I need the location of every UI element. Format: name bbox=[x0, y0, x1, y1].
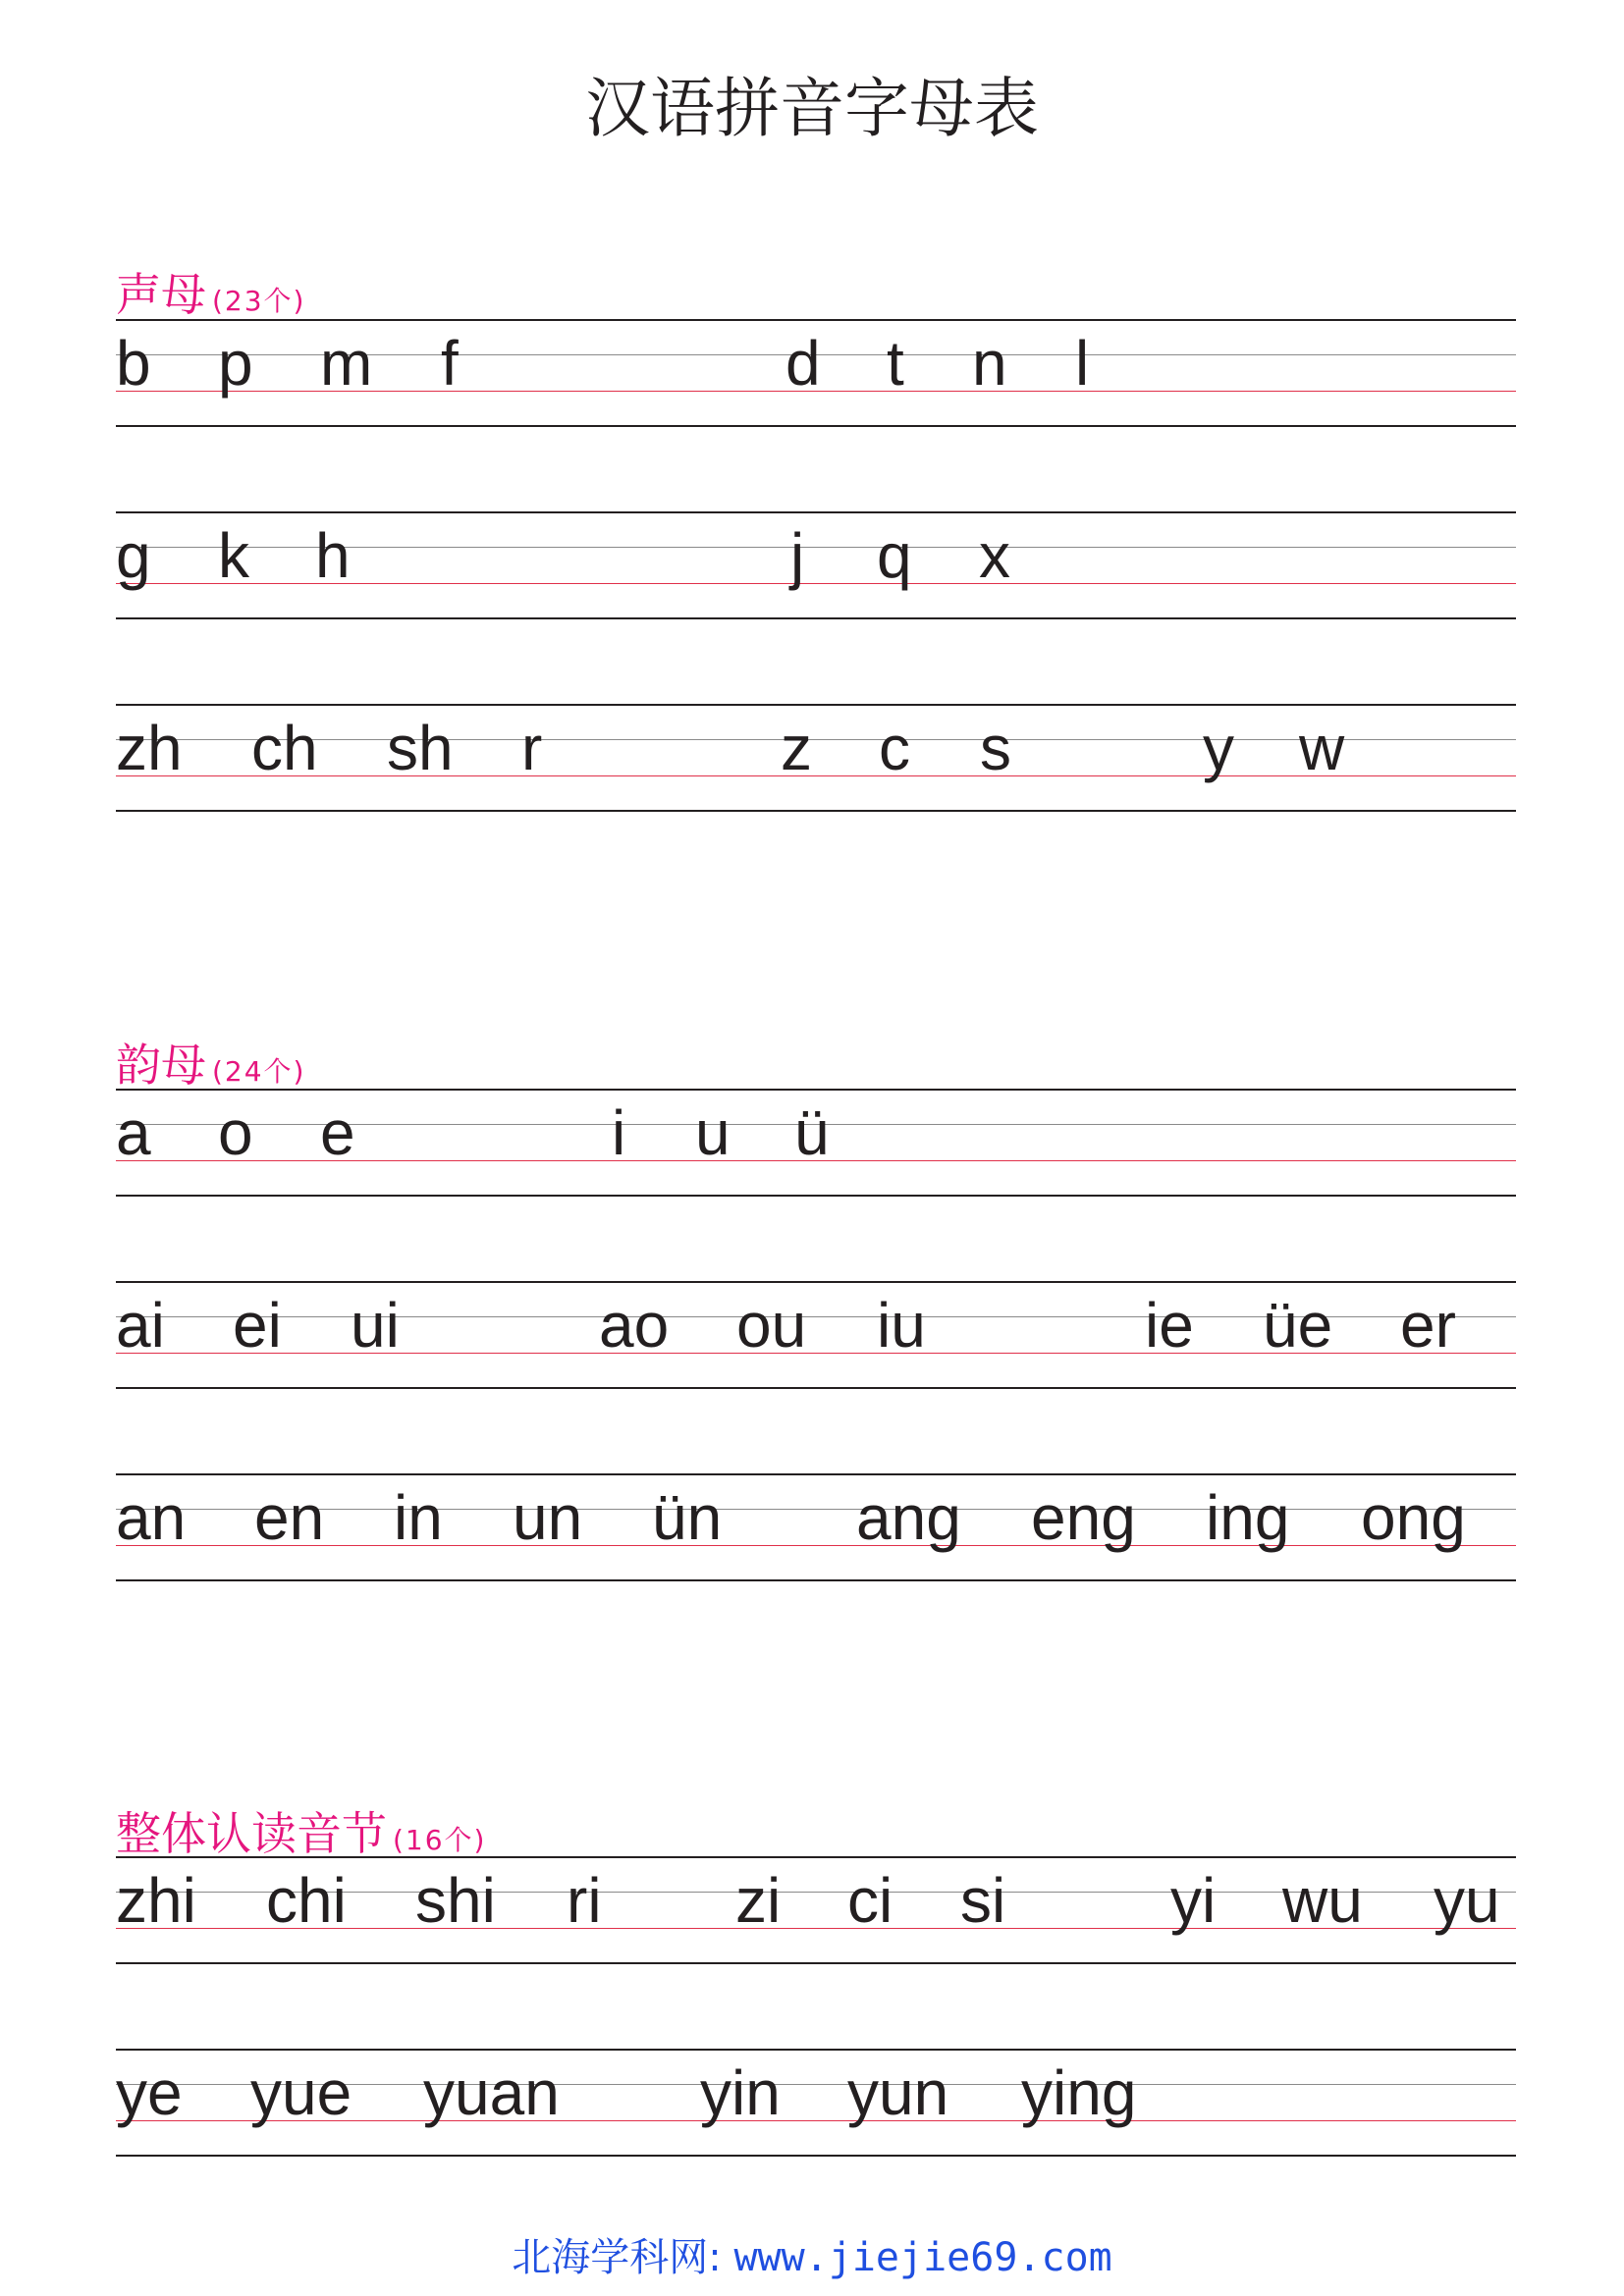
pinyin-item: p bbox=[218, 328, 253, 399]
page-title: 汉语拼音字母表 bbox=[585, 71, 1039, 146]
pinyin-item: h bbox=[315, 520, 351, 591]
row-top-line bbox=[116, 511, 1516, 513]
row-bottom-line bbox=[116, 425, 1516, 427]
section-name: 声母 bbox=[116, 268, 206, 321]
row-bottom-line bbox=[116, 1387, 1516, 1389]
section-name: 韵母 bbox=[116, 1039, 206, 1092]
section-heading-initials bbox=[116, 259, 305, 324]
pinyin-item: o bbox=[218, 1097, 253, 1168]
section-count: (16个) bbox=[393, 1824, 487, 1856]
pinyin-item: iu bbox=[877, 1290, 926, 1361]
row-top-line bbox=[116, 1856, 1516, 1858]
pinyin-item: sh bbox=[387, 713, 454, 783]
pinyin-item: en bbox=[254, 1482, 325, 1553]
pinyin-item: ci bbox=[847, 1865, 893, 1936]
pinyin-item: ing bbox=[1206, 1482, 1290, 1553]
row-top-line bbox=[116, 1473, 1516, 1475]
row-bottom-line bbox=[116, 1962, 1516, 1964]
pinyin-item: m bbox=[320, 328, 373, 399]
pinyin-item: yin bbox=[700, 2057, 781, 2128]
pinyin-item: t bbox=[887, 328, 904, 399]
section-count: (24个) bbox=[212, 1055, 306, 1088]
row-top-line bbox=[116, 319, 1516, 321]
writing-row bbox=[116, 511, 1516, 619]
pinyin-item: si bbox=[960, 1865, 1006, 1936]
pinyin-item: yuan bbox=[423, 2057, 560, 2128]
pinyin-item: z bbox=[781, 713, 812, 783]
pinyin-item: er bbox=[1400, 1290, 1456, 1361]
pinyin-item: wu bbox=[1282, 1865, 1363, 1936]
pinyin-item: ui bbox=[351, 1290, 400, 1361]
row-bottom-line bbox=[116, 2155, 1516, 2157]
pinyin-item: i bbox=[612, 1097, 626, 1168]
pinyin-item: in bbox=[394, 1482, 443, 1553]
pinyin-item: un bbox=[513, 1482, 583, 1553]
pinyin-item: ao bbox=[599, 1290, 670, 1361]
pinyin-item: n bbox=[972, 328, 1007, 399]
section-heading-finals bbox=[116, 1030, 305, 1095]
footer-url[interactable]: www.jiejie69.com bbox=[733, 2235, 1112, 2280]
pinyin-item: zhi bbox=[116, 1865, 196, 1936]
pinyin-item: yu bbox=[1434, 1865, 1500, 1936]
section-heading-whole-syllables bbox=[116, 1798, 486, 1863]
pinyin-item: ch bbox=[251, 713, 318, 783]
pinyin-item: x bbox=[979, 520, 1010, 591]
pinyin-item: ei bbox=[233, 1290, 282, 1361]
row-bottom-line bbox=[116, 1195, 1516, 1197]
writing-row bbox=[116, 2049, 1516, 2157]
pinyin-item: l bbox=[1075, 328, 1090, 399]
row-bottom-line bbox=[116, 617, 1516, 619]
row-top-line bbox=[116, 1089, 1516, 1091]
pinyin-item: r bbox=[521, 713, 543, 783]
pinyin-item: chi bbox=[266, 1865, 347, 1936]
footer-watermark bbox=[0, 2226, 1624, 2282]
writing-row bbox=[116, 1281, 1516, 1389]
pinyin-item: eng bbox=[1031, 1482, 1136, 1553]
pinyin-item: ong bbox=[1361, 1482, 1466, 1553]
pinyin-item: zh bbox=[116, 713, 183, 783]
pinyin-item: yue bbox=[250, 2057, 352, 2128]
pinyin-item: ün bbox=[652, 1482, 723, 1553]
row-top-line bbox=[116, 1281, 1516, 1283]
pinyin-item: yi bbox=[1170, 1865, 1217, 1936]
row-baseline bbox=[116, 1545, 1516, 1546]
pinyin-item: y bbox=[1203, 713, 1234, 783]
pinyin-item: ü bbox=[794, 1097, 830, 1168]
pinyin-item: u bbox=[695, 1097, 731, 1168]
row-mid-line bbox=[116, 1509, 1516, 1510]
writing-row bbox=[116, 319, 1516, 427]
pinyin-item: w bbox=[1299, 713, 1345, 783]
pinyin-item: q bbox=[877, 520, 912, 591]
row-bottom-line bbox=[116, 1579, 1516, 1581]
section-name: 整体认读音节 bbox=[116, 1807, 387, 1860]
row-bottom-line bbox=[116, 810, 1516, 812]
pinyin-item: üe bbox=[1263, 1290, 1333, 1361]
section-count: (23个) bbox=[212, 285, 306, 317]
pinyin-item: c bbox=[879, 713, 910, 783]
pinyin-item: d bbox=[785, 328, 821, 399]
pinyin-item: yun bbox=[847, 2057, 949, 2128]
pinyin-item: ri bbox=[567, 1865, 602, 1936]
pinyin-item: s bbox=[980, 713, 1011, 783]
pinyin-item: ye bbox=[116, 2057, 183, 2128]
writing-row bbox=[116, 1089, 1516, 1197]
row-top-line bbox=[116, 704, 1516, 706]
writing-row bbox=[116, 704, 1516, 812]
pinyin-item: e bbox=[320, 1097, 355, 1168]
pinyin-item: shi bbox=[415, 1865, 496, 1936]
pinyin-item: ang bbox=[856, 1482, 961, 1553]
pinyin-item: an bbox=[116, 1482, 187, 1553]
writing-row bbox=[116, 1473, 1516, 1581]
pinyin-item: ying bbox=[1021, 2057, 1137, 2128]
pinyin-item: b bbox=[116, 328, 151, 399]
pinyin-item: zi bbox=[735, 1865, 782, 1936]
footer-site-name: 北海学科网: bbox=[512, 2235, 722, 2280]
pinyin-item: ie bbox=[1145, 1290, 1194, 1361]
pinyin-item: ou bbox=[736, 1290, 807, 1361]
pinyin-item: ai bbox=[116, 1290, 165, 1361]
pinyin-item: a bbox=[116, 1097, 151, 1168]
pinyin-item: k bbox=[218, 520, 249, 591]
pinyin-item: f bbox=[441, 328, 459, 399]
pinyin-item: j bbox=[790, 520, 805, 591]
writing-row bbox=[116, 1856, 1516, 1964]
row-top-line bbox=[116, 2049, 1516, 2051]
pinyin-item: g bbox=[116, 520, 151, 591]
